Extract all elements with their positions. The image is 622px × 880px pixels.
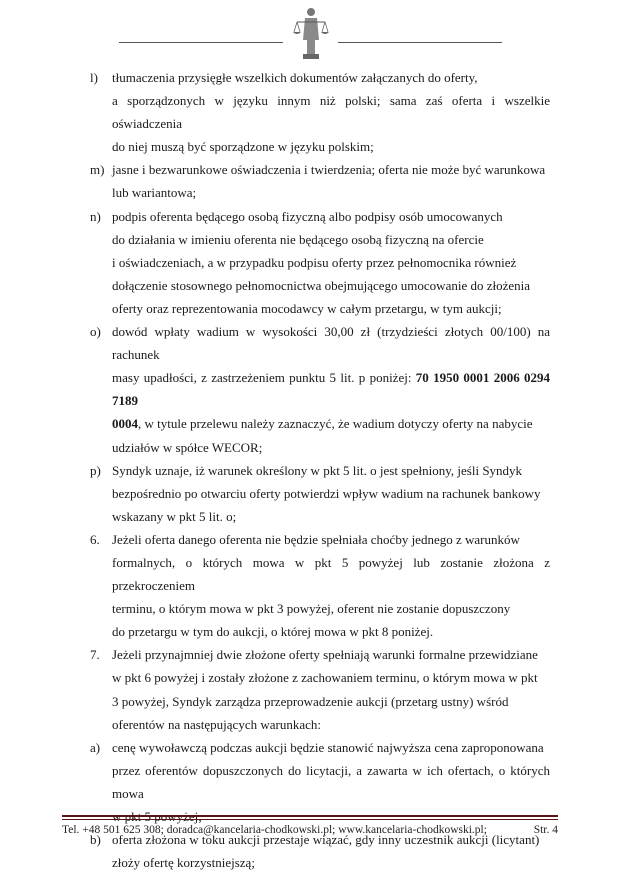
list-item-text [112,459,550,528]
text-run: masy upadłości, z zastrzeżeniem punktu 5 lit. p poniżej: [112,370,416,386]
text-line: a sporządzonych w języku innym niż polski; sama zaś oferta i wszelkie oświadczenia [112,93,550,132]
list-marker: b) [90,832,101,848]
justice-statue-logo-icon [291,4,331,62]
text-line: dołączenie stosownego pełnomocnictwa obejmującego umocowanie do złożenia [112,277,531,293]
text-line: bezpośrednio po otwarciu oferty potwierdzi wpływ wadium na rachunek bankowy [112,485,541,501]
text-line: w pkt 6 powyżej i zostały złożone z zachowaniem terminu, o którym mowa w pkt [112,670,538,686]
list-item-text [112,643,550,735]
list-marker: n) [90,208,101,224]
list-marker: o) [90,324,101,340]
page-footer [62,824,558,836]
text-line: i oświadczeniach, a w przypadku podpisu oferty przez pełnomocnika również [112,254,517,270]
text-line: Syndyk uznaje, iż warunek określony w pkt 5 lit. o jest spełniony, jeśli Syndyk [112,462,523,478]
text-line: Jeżeli przynajmniej dwie złożone oferty spełniają warunki formalne przewidziane [112,647,538,663]
text-line: 3 powyżej, Syndyk zarządza przeprowadzenie aukcji (przetarg ustny) wśród [112,693,509,709]
text-line: cenę wywoławczą podczas aukcji będzie stanowić najwyższa cena zaproponowana [112,739,544,755]
list-item-text [112,528,550,643]
list-marker: p) [90,462,101,478]
text-line: złoży ofertę korzystniejszą; [112,855,255,871]
text-line: przez oferentów dopuszczonych do licytacji, a zawarta w ich ofertach, o których mowa [112,762,550,801]
footer-divider [62,819,558,820]
page-header [0,0,622,66]
list-marker: 7. [90,647,100,663]
list-item-n [90,205,550,320]
text-line: podpis oferenta będącego osobą fizyczną albo podpisy osób umocowanych [112,208,503,224]
list-item-text [112,158,550,204]
list-item-7 [90,643,550,735]
footer-divider [62,815,558,817]
text-line: do niej muszą być sporządzone w języku polskim; [112,139,374,155]
list-item-o [90,320,550,459]
text-line: tłumaczenia przysięgłe wszelkich dokumentów załączanych do oferty, [112,70,478,85]
footer-contact: Tel. +48 501 625 308; doradca@kancelaria-chodkowski.pl; www.kancelaria-chodkowski.pl; [62,824,487,836]
header-line-right [338,42,502,43]
text-line: lub wariantowa; [112,185,197,201]
text-line: oferentów na następujących warunkach: [112,716,321,732]
bank-account-number: 70 1950 0001 2006 0294 7189 [112,370,551,409]
list-marker: 6. [90,531,100,547]
list-item-p [90,459,550,528]
page-number: Str. 4 [533,824,558,836]
text-line: wskazany w pkt 5 lit. o; [112,508,237,524]
bank-account-number-end: 0004 [112,416,138,432]
list-item-6 [90,528,550,643]
list-item-text [112,66,550,158]
text-line: terminu, o którym mowa w pkt 3 powyżej, oferent nie zostanie dopuszczony [112,601,511,617]
document-body [90,66,550,874]
header-line-left [119,42,283,43]
list-marker: l) [90,70,98,85]
list-item-l [90,66,550,158]
text-line: Jeżeli oferta danego oferenta nie będzie spełniała choćby jednego z warunków [112,531,520,547]
text-line: do przetargu w tym do aukcji, o której mowa w pkt 8 poniżej. [112,624,434,640]
list-marker: m) [90,162,105,178]
text-line: oferta złożona w toku aukcji przestaje wiązać, gdy inny uczestnik aukcji (licytant) [112,832,540,848]
text-line: udziałów w spółce WECOR; [112,439,263,455]
text-run: , w tytule przelewu należy zaznaczyć, że wadium dotyczy oferty na nabycie [138,416,533,432]
text-line: oferty oraz reprezentowania mocodawcy w całym przetargu, w tym aukcji; [112,300,502,316]
text-line [112,366,550,412]
text-line: do działania w imieniu oferenta nie będącego osobą fizyczną na ofercie [112,231,484,247]
text-line: jasne i bezwarunkowe oświadczenia i twierdzenia; oferta nie może być warunkowa [112,162,546,178]
list-item-m [90,158,550,204]
list-item-text [112,320,550,459]
list-item-text [112,205,550,320]
list-marker: a) [90,739,101,755]
text-line [112,412,550,435]
text-line: formalnych, o których mowa w pkt 5 powyżej lub zostanie złożona z przekroczeniem [112,554,550,594]
text-line: dowód wpłaty wadium w wysokości 30,00 zł (trzydzieści złotych 00/100) na rachunek [112,324,550,363]
